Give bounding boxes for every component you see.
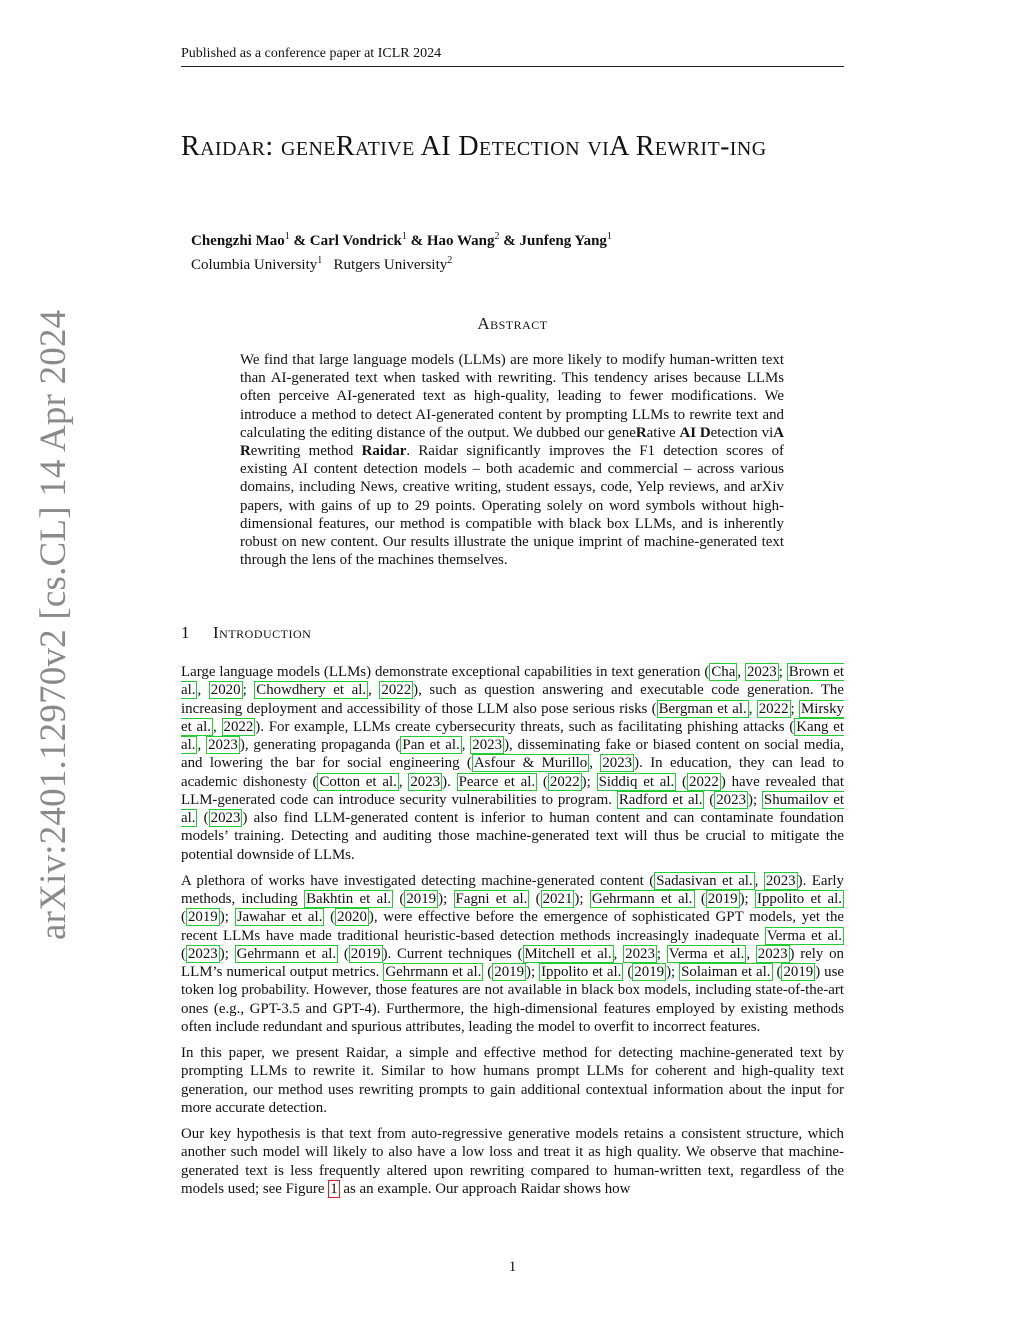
- paragraph-text: (: [393, 891, 405, 907]
- abstract-text: ative: [646, 424, 680, 441]
- citation-link[interactable]: Bergman et al.: [658, 700, 747, 717]
- affiliation-mark: 1: [606, 231, 612, 242]
- author-names: [191, 227, 612, 251]
- paragraph-text: ;: [790, 700, 799, 717]
- citation-link[interactable]: 2019: [707, 891, 738, 907]
- citation-link[interactable]: Mirsky et al.: [181, 700, 844, 735]
- author-separator: &: [499, 233, 520, 249]
- paragraph-text: ,: [197, 682, 209, 699]
- citation-link[interactable]: 2023: [757, 945, 788, 962]
- citation-link[interactable]: Kang et al.: [181, 718, 844, 753]
- citation-link[interactable]: Brown et al.: [181, 664, 844, 699]
- author-block: [191, 227, 612, 275]
- introduction-body: [181, 663, 844, 1206]
- citation-link[interactable]: 2023: [187, 945, 218, 962]
- citation-link[interactable]: Sadasivan et al.: [656, 872, 753, 889]
- citation-link[interactable]: 2023: [765, 872, 796, 889]
- affiliation-mark: 1: [401, 231, 407, 242]
- paragraph-text: ) use token log probability. However, those features are not available in black box models, including state-of-the-art ones (e.g., GPT-3.5 and GPT-4). Furthermore, the high-dimensional features employed by existing methods often include redundant and spurious attributes, leading the model to overfit to incorrect features.: [181, 964, 844, 1035]
- paragraph-text: (: [197, 810, 209, 826]
- citation-link[interactable]: Gehrmann et al.: [385, 964, 482, 980]
- citation-link[interactable]: Asfour & Murillo: [473, 755, 588, 772]
- paragraph-text: ) have revealed that LLM-generated code can introduce security vulnerabilities to program.: [181, 773, 845, 808]
- citation-link[interactable]: 2022: [549, 773, 580, 790]
- paragraph-text: ,: [754, 872, 764, 889]
- citation-link[interactable]: 2022: [381, 682, 412, 699]
- paragraph-text: (: [529, 891, 541, 907]
- paragraph-text: ,: [613, 945, 624, 962]
- citation-link[interactable]: 2019: [783, 964, 814, 980]
- paragraph-text: ,: [461, 737, 471, 753]
- paragraph-text: as an example. Our approach Raidar shows how: [339, 1180, 631, 1197]
- citation-link[interactable]: Fagni et al.: [455, 891, 528, 907]
- citation-link[interactable]: Chowdhery et al.: [256, 682, 367, 699]
- paragraph-text: );: [581, 773, 597, 790]
- acronym-letter: AI D: [679, 424, 711, 441]
- citation-link[interactable]: Gehrmann et al.: [591, 891, 693, 907]
- citation-link[interactable]: 2019: [350, 945, 381, 962]
- paragraph-text: ,: [213, 718, 222, 735]
- paragraph-text: );: [219, 909, 235, 926]
- section-title: Introduction: [213, 623, 312, 642]
- acronym-letter: A R: [240, 424, 784, 460]
- citation-link[interactable]: Ippolito et al.: [541, 964, 622, 980]
- paragraph-text: A plethora of works have investigated detecting machine-generated content (: [181, 872, 655, 889]
- paragraph-text: (: [623, 964, 633, 980]
- paragraph-text: ) also find LLM-generated content is inferior to human content and can contaminate foundation models’ training. Detecting and auditing those machine-generated text will thus be crucial to mitigate the potential downside of LLMs.: [181, 810, 844, 863]
- paragraph-text: );: [438, 891, 454, 907]
- paragraph-text: ), were effective before the emergence of sophisticated GPT models, yet the recent LLMs have made traditional heuristic-based detection methods increasingly inadequate: [181, 909, 844, 944]
- paragraph-text: );: [666, 964, 680, 980]
- figure-reference-link[interactable]: 1: [330, 1180, 338, 1197]
- citation-link[interactable]: 2023: [210, 810, 241, 826]
- affiliations: [191, 251, 612, 275]
- citation-link[interactable]: 2023: [208, 737, 238, 753]
- abstract-text: etection vi: [710, 424, 774, 441]
- paragraph-text: ). For example, LLMs create cybersecurity threats, such as facilitating phishing attacks (: [255, 718, 795, 735]
- paragraph-text: ,: [746, 945, 756, 962]
- citation-link[interactable]: 2023: [602, 755, 633, 772]
- citation-link[interactable]: 2023: [716, 791, 747, 808]
- affiliation: Columbia University: [191, 257, 318, 273]
- paragraph: [181, 663, 844, 864]
- citation-link[interactable]: Pan et al.: [402, 737, 460, 753]
- citation-link[interactable]: 2022: [758, 700, 789, 717]
- paragraph-text: ,: [748, 700, 757, 717]
- paragraph-text: (: [694, 891, 706, 907]
- paragraph-text: );: [219, 945, 235, 962]
- paragraph-text: (: [324, 909, 336, 926]
- citation-link[interactable]: 2019: [406, 891, 437, 907]
- paragraph-text: ). Current techniques (: [382, 945, 523, 962]
- paragraph-text: (: [338, 945, 349, 962]
- acronym-letter: R: [635, 424, 647, 441]
- citation-link[interactable]: Bakhtin et al.: [306, 891, 392, 907]
- citation-link[interactable]: 2022: [223, 718, 254, 735]
- paragraph-text: ), disseminating fake or biased content on social media, and lowering the bar for social engineering (: [181, 737, 845, 772]
- paragraph-text: ), such as question answering and executable code generation. The increasing deployment and accessibility of those LLM also pose serious risks (: [181, 682, 844, 717]
- paper-title: Raidar: geneRative AI Detection viA Rewrit-ing: [181, 131, 767, 162]
- citation-link[interactable]: 2023: [410, 773, 441, 790]
- paragraph-text: ,: [197, 737, 207, 753]
- section-heading: [181, 623, 311, 643]
- paragraph-text: ) rely on LLM’s numerical output metrics.: [181, 945, 844, 980]
- citation-link[interactable]: Ippolito et al.: [757, 891, 842, 907]
- paragraph: [181, 1044, 844, 1117]
- affiliation-mark: 1: [284, 231, 290, 242]
- section-number: 1: [181, 623, 190, 642]
- affiliation: Rutgers University: [333, 257, 448, 273]
- paragraph-text: ), generating propaganda (: [239, 737, 401, 753]
- abstract-text: We find that large language models (LLMs) are more likely to modify human-written text than AI-generated text when tasked with rewriting. This tendency arises because LLMs often perceive AI-generated text as high-quality, leading to fewer modifications. We introduce a method to detect AI-generated content by prompting LLMs to rewrite text and calculating the editing distance of the output. We dubbed our gene: [240, 352, 784, 441]
- abstract-text: ewriting method: [250, 443, 362, 460]
- citation-link[interactable]: 2023: [625, 945, 655, 962]
- author-name: Carl Vondrick: [309, 233, 402, 249]
- running-header: Published as a conference paper at ICLR 2024: [181, 46, 442, 61]
- citation-link[interactable]: 2023: [746, 664, 777, 680]
- citation-link[interactable]: Cha: [711, 664, 736, 680]
- citation-link[interactable]: 2023: [472, 737, 503, 753]
- paragraph-text: ;: [242, 682, 255, 699]
- paragraph-text: ). Early methods, including: [181, 872, 844, 907]
- method-name: Raidar: [361, 443, 407, 460]
- header-rule: [181, 66, 844, 67]
- citation-link[interactable]: 2019: [634, 964, 665, 980]
- paragraph-text: (: [772, 964, 782, 980]
- affiliation-mark: 2: [447, 255, 453, 266]
- paragraph-text: In this paper, we present Raidar, a simple and effective method for detecting machine-generated text by prompting LLMs to rewrite it. Similar to how humans prompt LLMs for coherent and high-quality text generation, our method uses rewriting prompts to gain additional contextual information about the input for more accurate detection.: [181, 1045, 844, 1116]
- citation-link[interactable]: Solaiman et al.: [681, 964, 771, 980]
- citation-link[interactable]: 2020: [337, 909, 367, 926]
- paragraph-text: (: [181, 909, 186, 926]
- paragraph-text: (: [483, 964, 493, 980]
- affiliation-mark: 1: [317, 255, 323, 266]
- arxiv-identifier: arXiv:2401.12970v2 [cs.CL] 14 Apr 2024: [33, 309, 74, 940]
- author-separator: &: [406, 233, 427, 249]
- paragraph-text: ,: [398, 773, 409, 790]
- author-name: Chengzhi Mao: [191, 233, 285, 249]
- citation-link[interactable]: Siddiq et al.: [598, 773, 675, 790]
- paragraph-text: );: [526, 964, 540, 980]
- abstract-body: [240, 351, 784, 569]
- paragraph-text: Our key hypothesis is that text from auto-regressive generative models retains a consistent structure, which another such model will likely to also have a low loss and treat it as high quality. We observe that machine-generated text is less frequently altered upon rewriting compared to human-written text, regardless of the models used; see Figure: [181, 1126, 844, 1197]
- paragraph-text: ;: [778, 664, 787, 680]
- paragraph: [181, 1125, 844, 1198]
- paragraph-text: ,: [589, 755, 601, 772]
- paragraph-text: ). In education, they can lead to academic dishonesty (: [181, 755, 844, 790]
- citation-link[interactable]: 2022: [689, 773, 719, 790]
- citation-link[interactable]: 2020: [210, 682, 241, 699]
- abstract-heading: Abstract: [477, 314, 548, 333]
- author-name: Junfeng Yang: [519, 233, 607, 249]
- paragraph: [181, 872, 844, 1036]
- paragraph-text: );: [574, 891, 590, 907]
- citation-link[interactable]: Cotton et al.: [319, 773, 397, 790]
- citation-link[interactable]: Radford et al.: [618, 791, 703, 808]
- affiliation-mark: 2: [494, 231, 500, 242]
- author-name: Hao Wang: [426, 233, 495, 249]
- citation-link[interactable]: 2021: [542, 891, 573, 907]
- paragraph-text: ).: [442, 773, 457, 790]
- paragraph-text: Large language models (LLMs) demonstrate exceptional capabilities in text generation (: [181, 664, 710, 680]
- paragraph-text: ,: [368, 682, 380, 699]
- page-number: 1: [508, 1259, 517, 1275]
- citation-link[interactable]: Verma et al.: [668, 945, 745, 962]
- citation-link[interactable]: Jawahar et al.: [236, 909, 323, 926]
- paragraph-text: (: [676, 773, 688, 790]
- citation-link[interactable]: Pearce et al.: [458, 773, 536, 790]
- citation-link[interactable]: 2019: [494, 964, 525, 980]
- citation-link[interactable]: Gehrmann et al.: [236, 945, 337, 962]
- citation-link[interactable]: 2019: [187, 909, 218, 926]
- paragraph-text: );: [739, 891, 755, 907]
- citation-link[interactable]: Verma et al.: [766, 927, 843, 944]
- author-separator: &: [289, 233, 310, 249]
- citation-link[interactable]: Mitchell et al.: [524, 945, 612, 962]
- citation-link[interactable]: Shumailov et al.: [181, 791, 845, 826]
- paragraph-text: (: [704, 791, 715, 808]
- paragraph-text: ;: [656, 945, 667, 962]
- paragraph-text: ,: [737, 664, 745, 680]
- paragraph-text: );: [748, 791, 762, 808]
- paragraph-text: (: [537, 773, 548, 790]
- abstract-text: . Raidar significantly improves the F1 detection scores of existing AI content detection models – both academic and commercial – across various domains, including News, creative writing, student essays, code, Yelp reviews, and arXiv papers, with gains of up to 29 points. Operating solely on word symbols without high-dimensional features, our method is compatible with black box LLMs, and is inherently robust on new content. Our results illustrate the unique imprint of machine-generated text through the lens of the machines themselves.: [240, 443, 785, 569]
- paragraph-text: (: [181, 945, 186, 962]
